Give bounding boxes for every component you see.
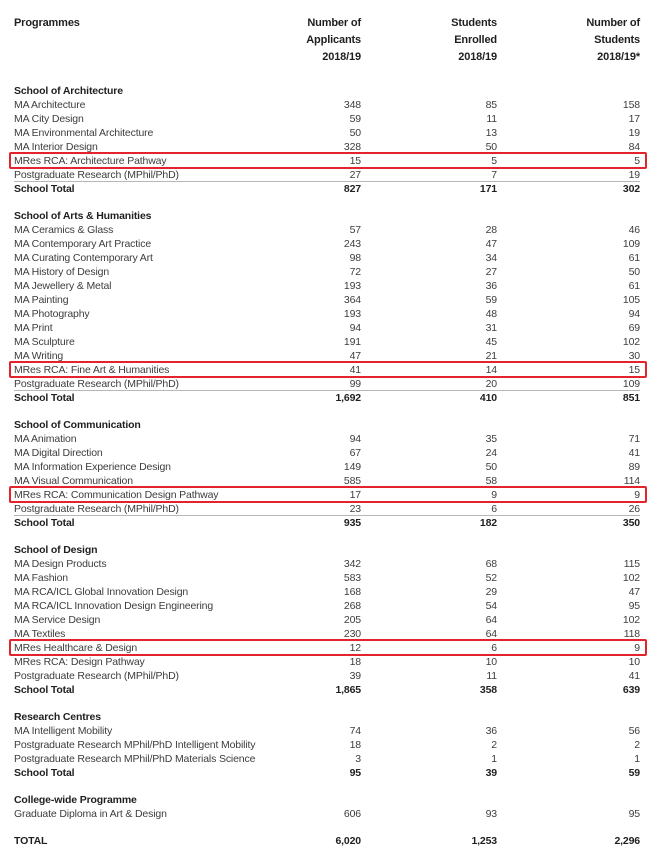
students-cell: 2 xyxy=(634,739,640,751)
students-cell: 10 xyxy=(628,656,640,668)
grand-total-label: TOTAL xyxy=(14,835,48,847)
applicants-cell: 149 xyxy=(343,461,361,473)
applicants-cell: 193 xyxy=(343,308,361,320)
enrolled-cell: 50 xyxy=(485,461,497,473)
students-cell: 102 xyxy=(622,336,640,348)
programme-name-cell: MA RCA/ICL Global Innovation Design xyxy=(14,586,189,598)
students-cell: 50 xyxy=(628,266,640,278)
table-row xyxy=(14,502,640,516)
enrolled-cell: 47 xyxy=(485,238,497,250)
students-cell: 118 xyxy=(623,628,640,640)
students-cell: 5 xyxy=(634,155,640,167)
students-cell: 61 xyxy=(628,280,640,292)
table-row xyxy=(14,669,640,683)
applicants-cell: 47 xyxy=(349,350,361,362)
table-row xyxy=(14,599,640,613)
column-header-enrolled xyxy=(361,15,497,66)
enrolled-cell: 9 xyxy=(491,489,497,501)
applicants-cell: 243 xyxy=(343,238,361,250)
enrolled-cell: 36 xyxy=(485,725,497,737)
section-title-row xyxy=(14,418,640,432)
programme-name-cell: MA Print xyxy=(14,322,53,334)
table-row xyxy=(14,585,640,599)
school-total-row xyxy=(14,766,640,780)
column-header-applicants xyxy=(294,15,361,66)
programme-name-cell: MA Photography xyxy=(14,308,90,320)
table-row xyxy=(14,140,640,154)
header-line: Students xyxy=(594,34,640,46)
programme-name-cell: Postgraduate Research MPhil/PhD Intelligent Mobility xyxy=(14,739,256,751)
grand-total-row xyxy=(14,834,640,848)
enrolled-cell: 27 xyxy=(485,266,497,278)
table-row xyxy=(14,474,640,488)
header-line: Number of xyxy=(307,17,361,29)
students-cell: 105 xyxy=(622,294,640,306)
table-section xyxy=(14,543,640,697)
enrolled-cell: 28 xyxy=(485,224,497,236)
applicants-cell: 18 xyxy=(349,739,361,751)
applicants-cell: 268 xyxy=(343,600,361,612)
enrolled-cell: 48 xyxy=(485,308,497,320)
header-line: 2018/19 xyxy=(322,51,361,63)
header-line: 2018/19 xyxy=(458,51,497,63)
section-title-row xyxy=(14,209,640,223)
students-cell: 302 xyxy=(622,183,640,195)
programme-name-cell: MA RCA/ICL Innovation Design Engineering xyxy=(14,600,214,612)
applicants-cell: 1,692 xyxy=(335,392,361,404)
table-section xyxy=(14,418,640,530)
applicants-cell: 191 xyxy=(343,336,361,348)
programme-name-cell: MA Curating Contemporary Art xyxy=(14,252,153,264)
students-cell: 19 xyxy=(628,169,640,181)
programme-name-cell: MRes RCA: Fine Art & Humanities xyxy=(14,364,170,376)
enrolled-cell: 410 xyxy=(479,392,497,404)
enrolled-cell: 68 xyxy=(485,558,497,570)
section-title: School of Arts & Humanities xyxy=(14,210,152,222)
applicants-cell: 67 xyxy=(349,447,361,459)
programme-name-cell: MA Painting xyxy=(14,294,69,306)
students-cell: 9 xyxy=(634,489,640,501)
enrolled-cell: 64 xyxy=(485,628,497,640)
table-section xyxy=(14,710,640,780)
table-row xyxy=(14,488,640,502)
table-row xyxy=(14,321,640,335)
applicants-cell: 99 xyxy=(349,378,361,390)
programme-name-cell: MRes RCA: Architecture Pathway xyxy=(14,155,167,167)
enrolled-cell: 34 xyxy=(485,252,497,264)
table-row xyxy=(14,251,640,265)
table-row xyxy=(14,279,640,293)
table-section xyxy=(14,209,640,405)
applicants-cell: 72 xyxy=(349,266,361,278)
students-cell: 95 xyxy=(628,600,640,612)
enrolled-cell: 182 xyxy=(479,517,497,529)
programme-name-cell: MA Textiles xyxy=(14,628,66,640)
students-cell: 102 xyxy=(622,572,640,584)
section-title-row xyxy=(14,710,640,724)
applicants-cell: 935 xyxy=(343,517,361,529)
enrolled-cell: 93 xyxy=(485,808,497,820)
students-cell: 59 xyxy=(628,767,640,779)
applicants-cell: 17 xyxy=(349,489,361,501)
table-row xyxy=(14,98,640,112)
applicants-cell: 342 xyxy=(343,558,361,570)
section-title: School of Communication xyxy=(14,419,141,431)
programme-name-cell: MA History of Design xyxy=(14,266,110,278)
applicants-cell: 168 xyxy=(343,586,361,598)
applicants-cell: 3 xyxy=(355,753,361,765)
enrolled-cell: 6 xyxy=(491,503,497,515)
applicants-cell: 230 xyxy=(343,628,361,640)
header-line: Students xyxy=(451,17,497,29)
section-title-row xyxy=(14,543,640,557)
table-section xyxy=(14,793,640,821)
students-cell: 30 xyxy=(628,350,640,362)
applicants-cell: 74 xyxy=(349,725,361,737)
programme-name-cell: School Total xyxy=(14,767,75,779)
enrolled-cell: 50 xyxy=(485,141,497,153)
enrolled-cell: 45 xyxy=(485,336,497,348)
applicants-cell: 585 xyxy=(343,475,361,487)
applicants-cell: 39 xyxy=(349,670,361,682)
table-section xyxy=(14,84,640,196)
section-title: Research Centres xyxy=(14,711,101,723)
enrolled-cell: 21 xyxy=(485,350,497,362)
students-cell: 639 xyxy=(622,684,640,696)
table-header xyxy=(14,15,640,66)
section-title: School of Architecture xyxy=(14,85,123,97)
enrolled-cell: 36 xyxy=(485,280,497,292)
applicants-cell: 193 xyxy=(343,280,361,292)
students-cell: 2,296 xyxy=(614,835,640,847)
applicants-cell: 12 xyxy=(349,642,361,654)
table-row xyxy=(14,112,640,126)
table-row xyxy=(14,126,640,140)
students-cell: 102 xyxy=(622,614,640,626)
table-row xyxy=(14,363,640,377)
enrolled-cell: 11 xyxy=(486,670,497,682)
enrolled-cell: 24 xyxy=(485,447,497,459)
applicants-cell: 364 xyxy=(343,294,361,306)
table-row xyxy=(14,571,640,585)
students-cell: 95 xyxy=(628,808,640,820)
enrolled-cell: 39 xyxy=(485,767,497,779)
students-cell: 115 xyxy=(623,558,640,570)
applicants-cell: 94 xyxy=(349,433,361,445)
students-cell: 47 xyxy=(628,586,640,598)
enrolled-cell: 5 xyxy=(491,155,497,167)
students-cell: 350 xyxy=(622,517,640,529)
programme-name-cell: MA Intelligent Mobility xyxy=(14,725,113,737)
students-cell: 17 xyxy=(628,113,640,125)
table-row xyxy=(14,265,640,279)
students-cell: 109 xyxy=(622,378,640,390)
students-cell: 69 xyxy=(628,322,640,334)
programme-name-cell: Postgraduate Research (MPhil/PhD) xyxy=(14,169,179,181)
programme-name-cell: MA Contemporary Art Practice xyxy=(14,238,152,250)
students-cell: 89 xyxy=(628,461,640,473)
table-row xyxy=(14,613,640,627)
programme-name-cell: School Total xyxy=(14,392,75,404)
programme-name-cell: School Total xyxy=(14,183,75,195)
applicants-cell: 50 xyxy=(349,127,361,139)
enrolled-cell: 10 xyxy=(485,656,497,668)
applicants-cell: 1,865 xyxy=(335,684,361,696)
applicants-cell: 23 xyxy=(349,503,361,515)
applicants-cell: 205 xyxy=(343,614,361,626)
students-cell: 851 xyxy=(622,392,640,404)
table-row xyxy=(14,557,640,571)
programme-name-cell: Postgraduate Research MPhil/PhD Materials Science xyxy=(14,753,256,765)
enrolled-cell: 13 xyxy=(485,127,497,139)
table-row xyxy=(14,307,640,321)
students-cell: 114 xyxy=(623,475,640,487)
table-row xyxy=(14,293,640,307)
applicants-cell: 41 xyxy=(349,364,361,376)
section-title: College-wide Programme xyxy=(14,794,137,806)
section-title-row xyxy=(14,793,640,807)
programme-name-cell: MA Service Design xyxy=(14,614,101,626)
programme-name-cell: MA Ceramics & Glass xyxy=(14,224,114,236)
school-total-row xyxy=(14,683,640,697)
programme-name-cell: MA Sculpture xyxy=(14,336,75,348)
section-title-row xyxy=(14,84,640,98)
column-header-students xyxy=(497,15,640,66)
students-cell: 41 xyxy=(628,447,640,459)
students-cell: 109 xyxy=(622,238,640,250)
programme-name-cell: MA Design Products xyxy=(14,558,107,570)
applicants-cell: 27 xyxy=(349,169,361,181)
section-title: School of Design xyxy=(14,544,98,556)
column-header-programmes: Programmes xyxy=(14,17,80,29)
header-line: Number of xyxy=(586,17,640,29)
enrolled-cell: 14 xyxy=(485,364,497,376)
table-row xyxy=(14,807,640,821)
students-cell: 84 xyxy=(628,141,640,153)
enrolled-cell: 171 xyxy=(479,183,497,195)
programme-name-cell: MRes Healthcare & Design xyxy=(14,642,138,654)
table-row xyxy=(14,237,640,251)
enrolled-cell: 11 xyxy=(486,113,497,125)
enrolled-cell: 20 xyxy=(485,378,497,390)
applicants-cell: 328 xyxy=(343,141,361,153)
enrolled-cell: 31 xyxy=(485,322,497,334)
applicants-cell: 348 xyxy=(343,99,361,111)
students-cell: 15 xyxy=(628,364,640,376)
programme-name-cell: School Total xyxy=(14,684,75,696)
programme-name-cell: MA Animation xyxy=(14,433,77,445)
table-row xyxy=(14,154,640,168)
programme-name-cell: MRes RCA: Communication Design Pathway xyxy=(14,489,219,501)
enrolled-cell: 35 xyxy=(485,433,497,445)
programme-name-cell: MA Digital Direction xyxy=(14,447,103,459)
school-total-row xyxy=(14,516,640,530)
enrolled-cell: 1,253 xyxy=(471,835,497,847)
table-row xyxy=(14,655,640,669)
enrolled-cell: 1 xyxy=(491,753,497,765)
students-cell: 19 xyxy=(628,127,640,139)
table-row xyxy=(14,168,640,182)
students-cell: 158 xyxy=(622,99,640,111)
applicants-cell: 827 xyxy=(343,183,361,195)
enrolled-cell: 59 xyxy=(485,294,497,306)
programme-name-cell: MA Writing xyxy=(14,350,64,362)
students-cell: 9 xyxy=(634,642,640,654)
header-line: 2018/19* xyxy=(597,51,640,63)
table-row xyxy=(14,335,640,349)
programme-name-cell: Postgraduate Research (MPhil/PhD) xyxy=(14,670,179,682)
table-row xyxy=(14,627,640,641)
programme-name-cell: MA Jewellery & Metal xyxy=(14,280,112,292)
students-cell: 26 xyxy=(628,503,640,515)
enrolled-cell: 6 xyxy=(491,642,497,654)
programme-name-cell: Graduate Diploma in Art & Design xyxy=(14,808,167,820)
table-row xyxy=(14,349,640,363)
students-cell: 41 xyxy=(628,670,640,682)
programme-name-cell: MA Architecture xyxy=(14,99,86,111)
applicants-cell: 94 xyxy=(349,322,361,334)
header-line: Applicants xyxy=(306,34,361,46)
table-row xyxy=(14,641,640,655)
programme-name-cell: Postgraduate Research (MPhil/PhD) xyxy=(14,503,179,515)
students-cell: 71 xyxy=(628,433,640,445)
programme-name-cell: MRes RCA: Design Pathway xyxy=(14,656,145,668)
enrolled-cell: 58 xyxy=(485,475,497,487)
programme-name-cell: MA Information Experience Design xyxy=(14,461,171,473)
students-cell: 46 xyxy=(628,224,640,236)
table-row xyxy=(14,377,640,391)
table-row xyxy=(14,432,640,446)
enrolled-cell: 52 xyxy=(485,572,497,584)
header-line: Enrolled xyxy=(454,34,497,46)
programme-name-cell: MA City Design xyxy=(14,113,84,125)
enrolled-cell: 64 xyxy=(485,614,497,626)
programme-name-cell: Postgraduate Research (MPhil/PhD) xyxy=(14,378,179,390)
applicants-cell: 583 xyxy=(343,572,361,584)
table-row xyxy=(14,738,640,752)
programme-name-cell: MA Interior Design xyxy=(14,141,98,153)
programme-name-cell: MA Environmental Architecture xyxy=(14,127,154,139)
enrolled-cell: 85 xyxy=(485,99,497,111)
school-total-row xyxy=(14,182,640,196)
students-cell: 1 xyxy=(634,753,640,765)
applicants-cell: 95 xyxy=(349,767,361,779)
enrolled-cell: 2 xyxy=(491,739,497,751)
table-row xyxy=(14,724,640,738)
programme-name-cell: MA Visual Communication xyxy=(14,475,133,487)
applicants-cell: 15 xyxy=(349,155,361,167)
table-row xyxy=(14,752,640,766)
enrolled-cell: 29 xyxy=(485,586,497,598)
table-row xyxy=(14,223,640,237)
enrolled-cell: 358 xyxy=(479,684,497,696)
school-total-row xyxy=(14,391,640,405)
enrolled-cell: 54 xyxy=(485,600,497,612)
applicants-cell: 606 xyxy=(343,808,361,820)
applicants-cell: 6,020 xyxy=(335,835,361,847)
table-row xyxy=(14,446,640,460)
programme-name-cell: School Total xyxy=(14,517,75,529)
applicants-cell: 59 xyxy=(349,113,361,125)
students-cell: 94 xyxy=(628,308,640,320)
applicants-cell: 18 xyxy=(349,656,361,668)
applicants-cell: 57 xyxy=(349,224,361,236)
students-cell: 61 xyxy=(628,252,640,264)
table-body xyxy=(14,84,640,821)
applicants-cell: 98 xyxy=(349,252,361,264)
enrolled-cell: 7 xyxy=(491,169,497,181)
programme-name-cell: MA Fashion xyxy=(14,572,68,584)
table-row xyxy=(14,460,640,474)
students-cell: 56 xyxy=(628,725,640,737)
